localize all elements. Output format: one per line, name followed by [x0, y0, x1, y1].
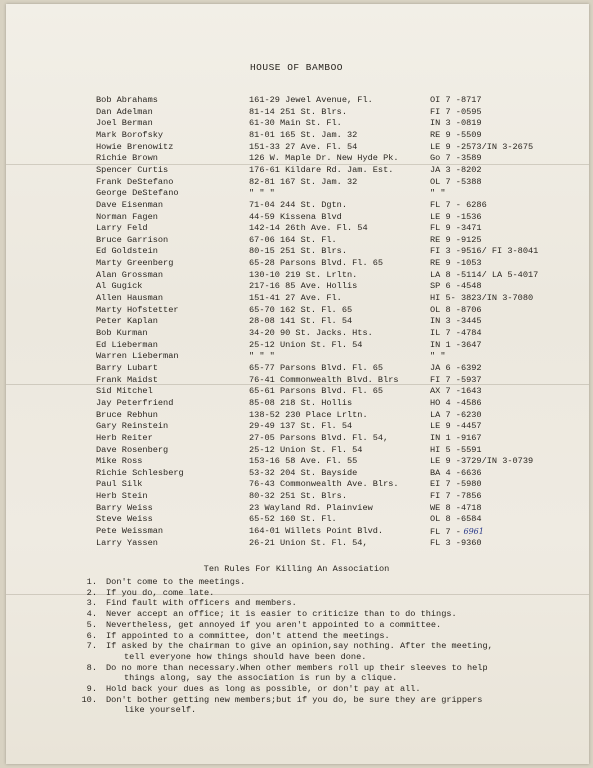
member-address: 126 W. Maple Dr. New Hyde Pk. [249, 153, 399, 164]
member-address: 29-49 137 St. Fl. 54 [249, 421, 353, 432]
member-address: 82-81 167 St. Jam. 32 [249, 176, 358, 187]
member-phone: LE 9 -4457 [430, 421, 482, 432]
member-phone: IN 3 -3445 [430, 316, 482, 327]
handwritten-phone: 6961 [460, 527, 484, 537]
member-address: 130-10 219 St. Lrltn. [249, 269, 358, 280]
member-phone: " " [430, 351, 446, 362]
member-phone: JA 3 -8202 [430, 164, 482, 175]
rule-text: tell everyone how things should have been done. [124, 651, 367, 662]
directory-row [0, 293, 593, 305]
member-name: Mark Borofsky [96, 129, 164, 140]
member-address: 34-20 90 St. Jacks. Hts. [249, 328, 373, 338]
member-phone: BA 4 -6636 [430, 467, 482, 478]
directory-row [0, 398, 593, 410]
member-name: Bruce Garrison [96, 234, 169, 245]
member-address: 27-05 Parsons Blvd. Fl. 54, [249, 432, 389, 443]
document-title: HOUSE OF BAMBOO [249, 62, 343, 73]
rule-text: Don't bother getting new members;but if you do, be sure they are grippers [106, 694, 483, 705]
directory-row [0, 142, 593, 154]
member-name: Bob Kurman [96, 328, 148, 338]
member-name: Herb Stein [96, 491, 148, 502]
directory-row [0, 468, 593, 480]
member-name: Mike Ross [96, 456, 143, 467]
member-address: 151-41 27 Ave. Fl. [249, 293, 342, 304]
member-phone: " " [430, 188, 446, 199]
member-name: Bruce Rebhun [96, 409, 158, 420]
member-name: Larry Yassen [96, 537, 158, 548]
directory-row [0, 165, 593, 177]
member-phone: OL 7 -5388 [430, 176, 482, 187]
member-phone: LE 9 -3729/IN 3-0739 [430, 456, 534, 467]
rule-number: 4. [86, 609, 97, 620]
member-name: Peter Kaplan [96, 316, 158, 327]
member-name: Larry Feld [96, 223, 148, 234]
directory-row [0, 258, 593, 270]
directory-row [0, 433, 593, 445]
member-address: 26-21 Union St. Fl. 54, [249, 537, 368, 548]
member-address: 65-70 162 St. Fl. 65 [249, 304, 353, 315]
member-address: 151-33 27 Ave. Fl. 54 [249, 141, 358, 152]
directory-row [0, 212, 593, 224]
member-address: 176-61 Kildare Rd. Jam. Est. [249, 164, 394, 175]
member-address: 65-77 Parsons Blvd. Fl. 65 [249, 362, 384, 373]
member-phone: LE 9 -2573/IN 3-2675 [430, 141, 534, 152]
member-name: Warren Lieberman [96, 351, 179, 362]
directory-row [0, 491, 593, 503]
member-address: " " " [249, 351, 275, 362]
directory-row [0, 188, 593, 200]
member-phone: OL 8 -6584 [430, 514, 482, 525]
member-name: Paul Silk [96, 479, 143, 490]
directory-row [0, 153, 593, 165]
member-name: Allen Hausman [96, 293, 164, 304]
member-name: Dan Adelman [96, 106, 153, 117]
directory-row [0, 351, 593, 363]
directory-row [0, 479, 593, 491]
member-phone: HI 5- 3823/IN 3-7080 [430, 293, 534, 304]
member-address: 25-12 Union St. Fl. 54 [249, 339, 363, 350]
member-phone: FI 3 -9516/ FI 3-8041 [430, 246, 539, 257]
member-address: 81-14 251 St. Blrs. [249, 106, 347, 117]
member-phone: FL 9 -3471 [430, 223, 482, 234]
rule-text: If asked by the chairman to give an opinion,say nothing. After the meeting, [106, 641, 493, 652]
member-name: Howie Brenowitz [96, 141, 174, 152]
rule-text: Do no more than necessary.When other members roll up their sleeves to help [106, 662, 488, 673]
directory-row [0, 200, 593, 212]
rule-text: Nevertheless, get annoyed if you aren't appointed to a committee. [106, 619, 442, 630]
rule-text: like yourself. [124, 705, 197, 716]
member-phone: FI 7 -0595 [430, 106, 482, 117]
member-name: Jay Peterfriend [96, 397, 174, 408]
member-phone: IN 3 -0819 [430, 118, 482, 129]
member-address: 76-41 Commonwealth Blvd. Blrs [249, 374, 399, 385]
rule-text: things along, say the association is run by a clique. [124, 673, 398, 684]
directory-row [0, 246, 593, 258]
member-address: 153-16 58 Ave. Fl. 55 [249, 456, 358, 467]
member-name: Ed Goldstein [96, 246, 158, 257]
member-address: 61-30 Main St. Fl. [249, 118, 342, 129]
member-name: Alan Grossman [96, 269, 164, 280]
member-phone: HO 4 -4586 [430, 397, 482, 408]
member-name: Richie Brown [96, 153, 158, 164]
rule-text: If appointed to a committee, don't attend the meetings. [106, 630, 390, 641]
member-phone: FL 3 -9360 [430, 537, 482, 548]
directory-row [0, 223, 593, 235]
rule-number: 8. [86, 662, 97, 673]
member-name: Frank Maidst [96, 374, 158, 385]
directory-row [0, 363, 593, 375]
member-phone: FL 7 - 6961 [430, 527, 484, 538]
member-name: Barry Lubart [96, 362, 158, 373]
member-phone: LA 8 -5114/ LA 5-4017 [430, 269, 539, 280]
member-phone: FI 7 -5937 [430, 374, 482, 385]
member-phone: OL 8 -8706 [430, 304, 482, 315]
member-phone: AX 7 -1643 [430, 386, 482, 397]
member-name: Frank DeStefano [96, 176, 174, 187]
directory-row [0, 421, 593, 433]
member-name: Dave Rosenberg [96, 444, 169, 455]
member-address: 142-14 26th Ave. Fl. 54 [249, 223, 368, 234]
rule-number: 2. [86, 587, 97, 598]
member-phone: LE 9 -1536 [430, 211, 482, 222]
member-phone: IN 1 -9167 [430, 432, 482, 443]
rule-text: Don't come to the meetings. [106, 577, 246, 587]
member-address: 80-32 251 St. Blrs. [249, 491, 347, 502]
member-address: 44-59 Kissena Blvd [249, 211, 342, 222]
member-phone: RE 9 -5509 [430, 129, 482, 140]
member-name: Herb Reiter [96, 432, 153, 443]
member-address: " " " [249, 188, 275, 199]
member-address: 80-15 251 St. Blrs. [249, 246, 347, 257]
rule-text: Find fault with officers and members. [106, 598, 297, 609]
rule-number: 9. [86, 684, 97, 694]
directory-row [0, 118, 593, 130]
member-phone: LA 7 -6230 [430, 409, 482, 420]
member-address: 28-08 141 St. Fl. 54 [249, 316, 353, 327]
member-address: 25-12 Union St. Fl. 54 [249, 444, 363, 455]
member-name: Gary Reinstein [96, 421, 169, 432]
member-phone: IN 1 -3647 [430, 339, 482, 350]
directory-row [0, 177, 593, 189]
member-name: Ed Lieberman [96, 339, 158, 350]
member-address: 65-52 160 St. Fl. [249, 514, 337, 525]
directory-row [0, 95, 593, 107]
member-phone: OI 7 -8717 [430, 95, 482, 105]
rules-title: Ten Rules For Killing An Association [203, 564, 390, 574]
member-phone: IL 7 -4784 [430, 328, 482, 338]
directory-row [0, 514, 593, 526]
member-address: 138-52 230 Place Lrltn. [249, 409, 368, 420]
member-name: Dave Eisenman [96, 199, 164, 210]
member-phone: JA 6 -6392 [430, 362, 482, 373]
member-address: 71-04 244 St. Dgtn. [249, 199, 347, 210]
member-address: 53-32 204 St. Bayside [249, 467, 358, 478]
directory-row [0, 456, 593, 468]
member-name: Richie Schlesberg [96, 467, 184, 478]
member-address: 65-28 Parsons Blvd. Fl. 65 [249, 258, 384, 269]
rule-number: 6. [86, 630, 97, 641]
rule-number: 3. [86, 598, 97, 609]
directory-row [0, 375, 593, 387]
member-phone: RE 9 -9125 [430, 234, 482, 245]
rule-text: Never accept an office; it is easier to criticize than to do things. [106, 609, 457, 620]
member-address: 161-29 Jewel Avenue, Fl. [249, 95, 373, 105]
member-name: Barry Weiss [96, 502, 153, 513]
member-name: Bob Abrahams [96, 95, 158, 105]
member-address: 23 Wayland Rd. Plainview [249, 502, 373, 513]
rule-text: Hold back your dues as long as possible, or don't pay at all. [106, 684, 421, 694]
member-name: Joel Berman [96, 118, 153, 129]
directory-row [0, 503, 593, 515]
member-phone: FI 7 -7856 [430, 491, 482, 502]
directory-row [0, 410, 593, 422]
member-address: 67-06 164 St. Fl. [249, 234, 337, 245]
member-address: 85-08 218 St. Hollis [249, 397, 353, 408]
directory-row [0, 130, 593, 142]
member-address: 164-01 Willets Point Blvd. [249, 526, 384, 537]
rule-number: 10. [81, 694, 97, 705]
directory-row [0, 538, 593, 550]
member-address: 65-61 Parsons Blvd. Fl. 65 [249, 386, 384, 397]
rule-number: 1. [86, 577, 97, 587]
rule-text: If you do, come late. [106, 587, 215, 598]
member-name: George DeStefano [96, 188, 179, 199]
member-phone: EI 7 -5980 [430, 479, 482, 490]
directory-row [0, 235, 593, 247]
member-phone: FL 7 - 6286 [430, 199, 487, 210]
directory-row [0, 316, 593, 328]
member-phone: SP 6 -4548 [430, 281, 482, 292]
member-phone: Go 7 -3589 [430, 153, 482, 164]
member-name: Marty Hofstetter [96, 304, 179, 315]
member-name: Steve Weiss [96, 514, 153, 525]
member-phone: HI 5 -5591 [430, 444, 482, 455]
member-name: Pete Weissman [96, 526, 164, 537]
member-name: Al Gugick [96, 281, 143, 292]
directory-row [0, 340, 593, 352]
directory-row [0, 445, 593, 457]
directory-row [0, 386, 593, 398]
directory-row [0, 526, 593, 538]
member-name: Sid Mitchel [96, 386, 153, 397]
member-phone: RE 9 -1053 [430, 258, 482, 269]
member-address: 76-43 Commonwealth Ave. Blrs. [249, 479, 399, 490]
member-address: 217-16 85 Ave. Hollis [249, 281, 358, 292]
member-name: Spencer Curtis [96, 164, 169, 175]
directory-row [0, 270, 593, 282]
directory-row [0, 107, 593, 119]
member-phone: WE 8 -4718 [430, 502, 482, 513]
member-address: 81-01 165 St. Jam. 32 [249, 129, 358, 140]
member-name: Norman Fagen [96, 211, 158, 222]
directory-row [0, 305, 593, 317]
directory-row [0, 328, 593, 340]
member-name: Marty Greenberg [96, 258, 174, 269]
rule-number: 7. [86, 641, 97, 652]
directory-row [0, 281, 593, 293]
rule-number: 5. [86, 619, 97, 630]
